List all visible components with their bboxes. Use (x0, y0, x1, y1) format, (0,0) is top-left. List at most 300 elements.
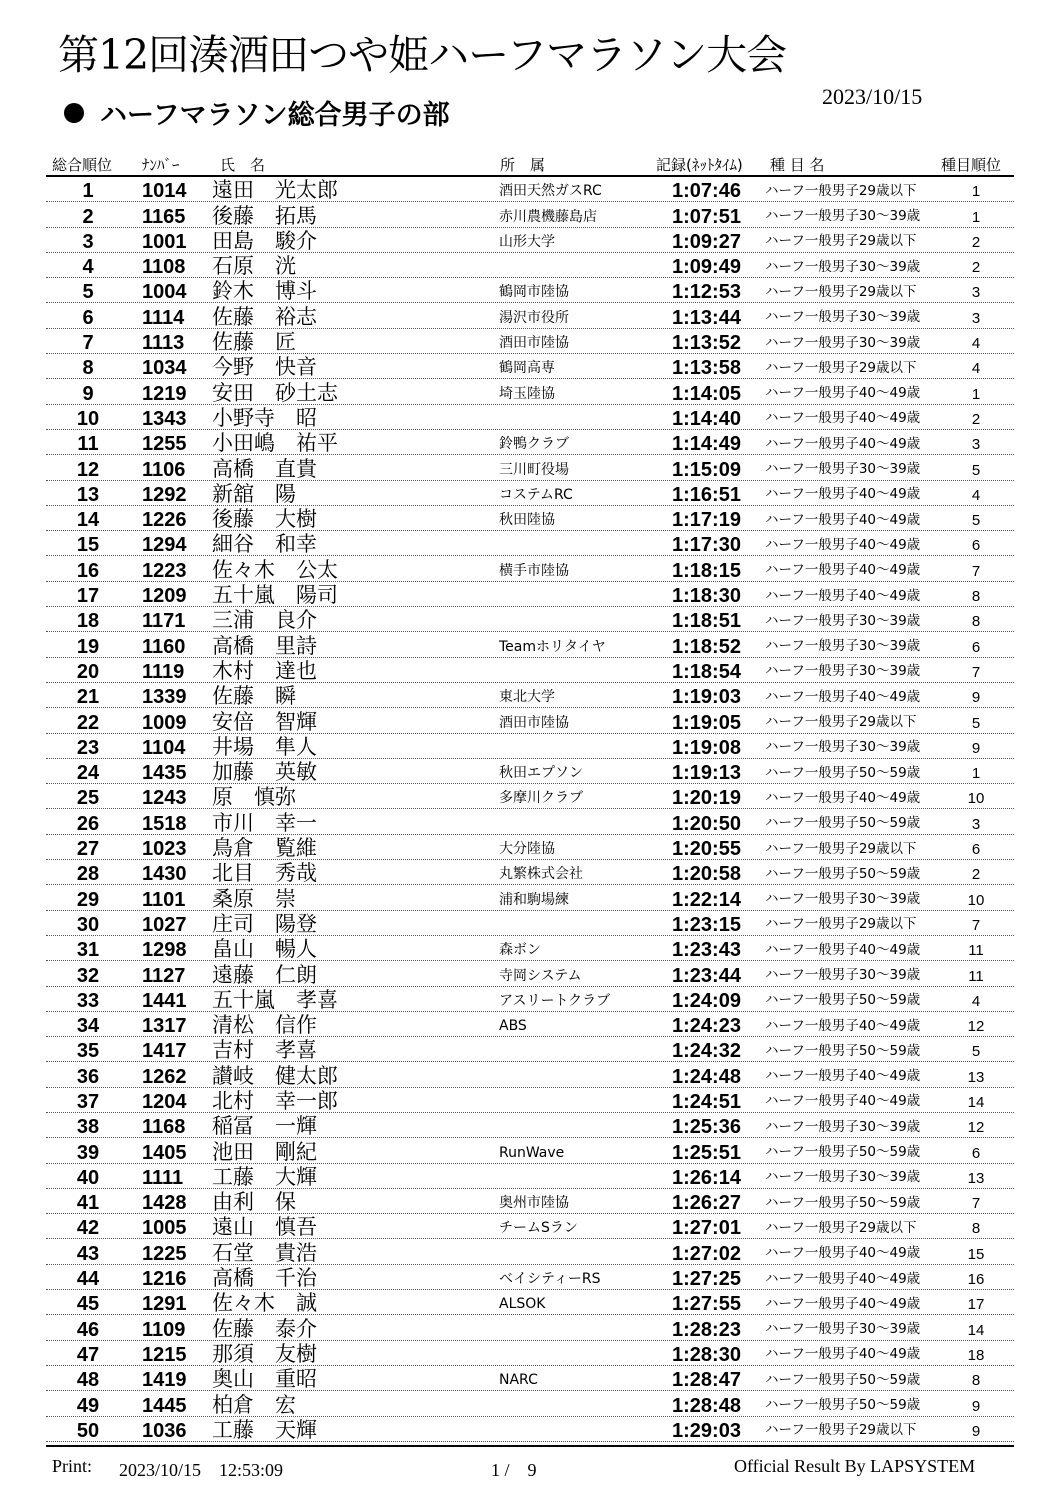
category-rank-cell: 7 (971, 562, 981, 580)
category-cell: ハーフ一般男子40～49歳 (765, 688, 921, 705)
category-rank-cell: 1 (971, 385, 981, 403)
runner-name-cell: 後藤 拓馬 (212, 203, 317, 228)
bib-number-cell: 1405 (142, 1141, 187, 1164)
rank-cell: 19 (76, 635, 100, 658)
category-cell: ハーフ一般男子30～39歳 (765, 1118, 921, 1135)
affiliation-cell: ALSOK (499, 1296, 546, 1313)
header-rank: 総合順位 (52, 156, 113, 174)
category-cell: ハーフ一般男子30～39歳 (765, 612, 921, 629)
category-rank-cell: 14 (967, 1321, 985, 1339)
affiliation-cell: RunWave (499, 1144, 565, 1161)
runner-name-cell: 加藤 英敏 (212, 760, 317, 785)
table-row (46, 303, 1014, 328)
category-cell: ハーフ一般男子40～49歳 (765, 536, 921, 553)
category-rank-cell: 7 (971, 1195, 981, 1213)
rank-cell: 11 (77, 433, 99, 456)
affiliation-cell: 三川町役場 (499, 461, 569, 478)
rank-cell: 45 (76, 1293, 100, 1316)
affiliation-cell: 奥州市陸協 (499, 1195, 569, 1212)
bib-number-cell: 1255 (142, 433, 187, 456)
category-rank-cell: 3 (971, 309, 981, 327)
header-record: 記録(ﾈｯﾄﾀｲﾑ) (656, 156, 743, 174)
net-time-cell: 1:27:55 (672, 1293, 741, 1316)
bib-number-cell: 1435 (142, 762, 187, 785)
category-rank-cell: 9 (971, 739, 981, 757)
category-cell: ハーフ一般男子40～49歳 (765, 511, 921, 528)
footer-page-number: 1 / 9 (491, 1460, 537, 1480)
runner-name-cell: 鳥倉 覧維 (212, 836, 317, 861)
runner-name-cell: 安田 砂土志 (212, 380, 338, 405)
category-cell: ハーフ一般男子50～59歳 (765, 1042, 921, 1059)
table-row (46, 1239, 1014, 1264)
runner-name-cell: 市川 幸一 (212, 810, 317, 835)
category-rank-cell: 8 (971, 588, 981, 606)
rank-cell: 21 (76, 686, 100, 709)
rank-cell: 17 (76, 585, 100, 608)
category-rank-cell: 6 (971, 537, 981, 555)
bib-number-cell: 1111 (142, 1166, 184, 1189)
category-rank-cell: 4 (971, 360, 981, 378)
category-cell: ハーフ一般男子50～59歳 (765, 1371, 921, 1388)
table-row (46, 658, 1014, 683)
affiliation-cell: 秋田陸協 (499, 512, 555, 529)
category-cell: ハーフ一般男子50～59歳 (765, 865, 921, 882)
footer-print-datetime: 2023/10/15 12:53:09 (119, 1460, 284, 1480)
net-time-cell: 1:24:48 (672, 1065, 741, 1088)
table-row (46, 329, 1014, 354)
category-rank-cell: 10 (967, 790, 985, 808)
table-row (46, 835, 1014, 860)
category-cell: ハーフ一般男子50～59歳 (765, 992, 921, 1009)
bib-number-cell: 1036 (142, 1419, 187, 1442)
net-time-cell: 1:13:44 (672, 306, 741, 329)
bib-number-cell: 1204 (142, 1090, 187, 1113)
affiliation-cell: 赤川農機藤島店 (499, 208, 597, 225)
net-time-cell: 1:14:40 (672, 407, 741, 430)
net-time-cell: 1:27:01 (672, 1217, 741, 1240)
category-cell: ハーフ一般男子30～39歳 (765, 208, 921, 225)
bib-number-cell: 1004 (142, 281, 187, 304)
category-cell: ハーフ一般男子29歳以下 (765, 233, 917, 250)
bib-number-cell: 1291 (142, 1293, 187, 1316)
runner-name-cell: 池田 剛紀 (212, 1139, 317, 1164)
category-cell: ハーフ一般男子30～39歳 (765, 309, 921, 326)
table-row (46, 1164, 1014, 1189)
category-cell: ハーフ一般男子30～39歳 (765, 638, 921, 655)
net-time-cell: 1:19:05 (672, 711, 741, 734)
bib-number-cell: 1001 (142, 230, 187, 253)
runner-name-cell: 石原 洸 (212, 254, 296, 279)
runner-name-cell: 清松 信作 (212, 1013, 317, 1038)
rank-cell: 46 (76, 1318, 100, 1341)
table-row (46, 1037, 1014, 1062)
net-time-cell: 1:09:27 (672, 230, 741, 253)
affiliation-cell: 森ボン (499, 942, 541, 959)
runner-name-cell: 三浦 良介 (212, 608, 317, 633)
runner-name-cell: 鈴木 博斗 (212, 279, 317, 304)
table-row (46, 177, 1014, 202)
bib-number-cell: 1034 (142, 357, 187, 380)
category-rank-cell: 9 (971, 689, 981, 707)
table-row (46, 1315, 1014, 1340)
bib-number-cell: 1441 (142, 989, 187, 1012)
table-row (46, 683, 1014, 708)
table-row (46, 759, 1014, 784)
table-row (46, 961, 1014, 986)
category-rank-cell: 5 (971, 461, 981, 479)
category-cell: ハーフ一般男子40～49歳 (765, 1346, 921, 1363)
category-cell: ハーフ一般男子40～49歳 (765, 385, 921, 402)
runner-name-cell: 桑原 崇 (212, 886, 296, 911)
table-row (46, 278, 1014, 303)
rank-cell: 9 (82, 382, 94, 405)
rank-cell: 31 (76, 939, 100, 962)
rank-cell: 39 (76, 1141, 100, 1164)
rank-cell: 36 (76, 1065, 100, 1088)
bib-number-cell: 1294 (142, 534, 187, 557)
category-cell: ハーフ一般男子29歳以下 (765, 283, 917, 300)
runner-name-cell: 讃岐 健太郎 (212, 1063, 338, 1088)
table-row (46, 911, 1014, 936)
net-time-cell: 1:17:19 (672, 509, 741, 532)
affiliation-cell: ABS (499, 1018, 527, 1035)
category-cell: ハーフ一般男子29歳以下 (765, 359, 917, 376)
rank-cell: 40 (76, 1166, 100, 1189)
footer-credit: Official Result By LAPSYSTEM (734, 1456, 976, 1476)
category-cell: ハーフ一般男子40～49歳 (765, 587, 921, 604)
bib-number-cell: 1113 (142, 332, 185, 355)
category-rank-cell: 1 (971, 183, 981, 201)
category-cell: ハーフ一般男子30～39歳 (765, 1169, 921, 1186)
category-cell: ハーフ一般男子30～39歳 (765, 1321, 921, 1338)
bib-number-cell: 1014 (142, 180, 187, 203)
rank-cell: 18 (76, 610, 100, 633)
table-row (46, 784, 1014, 809)
net-time-cell: 1:20:55 (672, 838, 741, 861)
section-title-text: ハーフマラソン総合男子の部 (100, 100, 450, 131)
runner-name-cell: 木村 達也 (212, 658, 317, 683)
category-rank-cell: 8 (971, 613, 981, 631)
category-cell: ハーフ一般男子29歳以下 (765, 714, 917, 731)
runner-name-cell: 井場 隼人 (212, 734, 317, 759)
table-row (46, 253, 1014, 278)
table-row (46, 1214, 1014, 1239)
net-time-cell: 1:24:09 (672, 989, 741, 1012)
category-rank-cell: 2 (971, 410, 981, 428)
category-rank-cell: 2 (971, 259, 981, 277)
bib-number-cell: 1428 (142, 1192, 187, 1215)
table-row (46, 1012, 1014, 1037)
table-row (46, 506, 1014, 531)
footer-divider (46, 1445, 1014, 1447)
table-row (46, 582, 1014, 607)
rank-cell: 23 (76, 736, 100, 759)
category-rank-cell: 1 (971, 208, 981, 226)
affiliation-cell: 東北大学 (499, 689, 555, 706)
net-time-cell: 1:19:13 (672, 762, 741, 785)
net-time-cell: 1:27:02 (672, 1242, 741, 1265)
category-cell: ハーフ一般男子40～49歳 (765, 789, 921, 806)
net-time-cell: 1:28:30 (672, 1343, 741, 1366)
runner-name-cell: 石堂 貴浩 (212, 1240, 317, 1265)
runner-name-cell: 新舘 陽 (212, 481, 296, 506)
category-cell: ハーフ一般男子40～49歳 (765, 435, 921, 452)
rank-cell: 30 (76, 913, 100, 936)
affiliation-cell: アスリートクラブ (499, 992, 611, 1009)
category-rank-cell: 13 (967, 1169, 985, 1187)
net-time-cell: 1:24:51 (672, 1090, 741, 1113)
runner-name-cell: 小野寺 昭 (212, 405, 317, 430)
category-rank-cell: 2 (971, 866, 981, 884)
runner-name-cell: 高橋 千治 (212, 1266, 317, 1291)
runner-name-cell: 佐々木 誠 (212, 1291, 317, 1316)
rank-cell: 48 (76, 1369, 100, 1392)
rank-cell: 49 (76, 1394, 100, 1417)
net-time-cell: 1:16:51 (672, 483, 741, 506)
table-row (46, 734, 1014, 759)
category-rank-cell: 18 (967, 1346, 985, 1364)
rank-cell: 35 (76, 1040, 100, 1063)
runner-name-cell: 柏倉 宏 (212, 1392, 296, 1417)
affiliation-cell: 横手市陸協 (499, 562, 569, 579)
net-time-cell: 1:27:25 (672, 1268, 741, 1291)
table-row (46, 860, 1014, 885)
bib-number-cell: 1419 (142, 1369, 187, 1392)
rank-cell: 12 (76, 458, 100, 481)
rank-cell: 20 (76, 660, 100, 683)
category-rank-cell: 11 (968, 967, 984, 985)
rank-cell: 43 (76, 1242, 100, 1265)
bib-number-cell: 1005 (142, 1217, 187, 1240)
bib-number-cell: 1171 (142, 610, 186, 633)
bib-number-cell: 1298 (142, 939, 187, 962)
category-cell: ハーフ一般男子50～59歳 (765, 1144, 921, 1161)
rank-cell: 15 (76, 534, 100, 557)
bib-number-cell: 1417 (142, 1040, 187, 1063)
affiliation-cell: 酒田天然ガスRC (499, 183, 602, 200)
category-rank-cell: 6 (971, 638, 981, 656)
net-time-cell: 1:17:30 (672, 534, 741, 557)
runner-name-cell: 由利 保 (212, 1190, 296, 1215)
bib-number-cell: 1339 (142, 686, 187, 709)
runner-name-cell: 後藤 大樹 (212, 507, 317, 532)
runner-name-cell: 小田嶋 祐平 (212, 431, 338, 456)
rank-cell: 47 (76, 1343, 100, 1366)
runner-name-cell: 庄司 陽登 (212, 911, 317, 936)
table-row (46, 1290, 1014, 1315)
runner-name-cell: 畠山 暢人 (212, 937, 317, 962)
rank-cell: 4 (82, 256, 94, 279)
category-rank-cell: 14 (967, 1093, 985, 1111)
affiliation-cell: 酒田市陸協 (499, 714, 569, 731)
runner-name-cell: 遠藤 仁朗 (212, 962, 317, 987)
table-row (46, 607, 1014, 632)
bib-number-cell: 1292 (142, 483, 187, 506)
net-time-cell: 1:18:30 (672, 585, 741, 608)
header-category-rank: 種目順位 (941, 156, 1002, 174)
net-time-cell: 1:19:03 (672, 686, 741, 709)
category-cell: ハーフ一般男子50～59歳 (765, 764, 921, 781)
results-table (46, 177, 1014, 1442)
table-row (46, 708, 1014, 733)
category-rank-cell: 2 (971, 233, 981, 251)
runner-name-cell: 原 慎弥 (212, 785, 296, 810)
bib-number-cell: 1027 (142, 913, 187, 936)
net-time-cell: 1:22:14 (672, 888, 741, 911)
table-row (46, 632, 1014, 657)
table-row (46, 987, 1014, 1012)
runner-name-cell: 稲冨 一輝 (212, 1114, 317, 1139)
runner-name-cell: 遠山 慎吾 (212, 1215, 317, 1240)
category-cell: ハーフ一般男子40～49歳 (765, 1270, 921, 1287)
category-rank-cell: 1 (971, 765, 981, 783)
bib-number-cell: 1262 (142, 1065, 187, 1088)
net-time-cell: 1:23:43 (672, 939, 741, 962)
net-time-cell: 1:14:05 (672, 382, 741, 405)
bib-number-cell: 1106 (142, 458, 186, 481)
rank-cell: 8 (82, 357, 94, 380)
rank-cell: 44 (76, 1268, 100, 1291)
category-rank-cell: 11 (968, 942, 984, 960)
rank-cell: 34 (76, 1015, 100, 1038)
affiliation-cell: NARC (499, 1372, 538, 1389)
net-time-cell: 1:18:54 (672, 660, 741, 683)
bib-number-cell: 1009 (142, 711, 187, 734)
net-time-cell: 1:20:58 (672, 863, 741, 886)
net-time-cell: 1:28:23 (672, 1318, 741, 1341)
rank-cell: 28 (76, 863, 100, 886)
net-time-cell: 1:19:08 (672, 736, 741, 759)
bib-number-cell: 1101 (142, 888, 186, 911)
net-time-cell: 1:14:49 (672, 433, 741, 456)
rank-cell: 6 (82, 306, 94, 329)
net-time-cell: 1:29:03 (672, 1419, 741, 1442)
bullet-icon (64, 103, 84, 123)
bib-number-cell: 1430 (142, 863, 187, 886)
net-time-cell: 1:12:53 (672, 281, 741, 304)
net-time-cell: 1:20:19 (672, 787, 741, 810)
runner-name-cell: 北目 秀哉 (212, 861, 317, 886)
table-row (46, 202, 1014, 227)
affiliation-cell: 湯沢市役所 (499, 309, 569, 326)
table-row (46, 1062, 1014, 1087)
rank-cell: 27 (76, 838, 100, 861)
rank-cell: 29 (76, 888, 100, 911)
net-time-cell: 1:24:23 (672, 1015, 741, 1038)
category-cell: ハーフ一般男子40～49歳 (765, 1295, 921, 1312)
bib-number-cell: 1104 (142, 736, 186, 759)
event-date: 2023/10/15 (822, 84, 923, 109)
category-rank-cell: 15 (967, 1245, 985, 1263)
affiliation-cell: 浦和駒場練 (499, 891, 569, 908)
rank-cell: 16 (76, 559, 100, 582)
affiliation-cell: 酒田市陸協 (499, 335, 569, 352)
header-affiliation: 所 属 (500, 156, 546, 174)
runner-name-cell: 北村 幸一郎 (212, 1088, 338, 1113)
category-cell: ハーフ一般男子29歳以下 (765, 182, 917, 199)
bib-number-cell: 1518 (142, 812, 187, 835)
category-rank-cell: 5 (971, 512, 981, 530)
affiliation-cell: 秋田エプソン (499, 765, 583, 782)
bib-number-cell: 1226 (142, 509, 187, 532)
header-name: 氏 名 (220, 156, 266, 174)
category-rank-cell: 8 (971, 1220, 981, 1238)
header-category: 種 目 名 (770, 156, 825, 174)
table-row (46, 1189, 1014, 1214)
table-row (46, 885, 1014, 910)
category-rank-cell: 6 (971, 1144, 981, 1162)
net-time-cell: 1:20:50 (672, 812, 741, 835)
rank-cell: 1 (82, 180, 94, 203)
category-cell: ハーフ一般男子30～39歳 (765, 967, 921, 983)
net-time-cell: 1:24:32 (672, 1040, 741, 1063)
runner-name-cell: 安倍 智輝 (212, 709, 317, 734)
category-rank-cell: 10 (967, 891, 985, 909)
bib-number-cell: 1225 (142, 1242, 187, 1265)
rank-cell: 50 (76, 1419, 100, 1442)
runner-name-cell: 佐藤 泰介 (212, 1316, 317, 1341)
table-row (46, 1366, 1014, 1391)
table-row (46, 481, 1014, 506)
rank-cell: 38 (76, 1116, 100, 1139)
affiliation-cell: 山形大学 (499, 233, 555, 250)
rank-cell: 2 (82, 205, 94, 228)
category-cell: ハーフ一般男子40～49歳 (765, 941, 921, 958)
rank-cell: 14 (76, 509, 100, 532)
header-number: ﾅﾝﾊﾞｰ (142, 156, 180, 174)
affiliation-cell: 寺岡システム (499, 967, 582, 984)
runner-name-cell: 高橋 里詩 (212, 633, 317, 658)
net-time-cell: 1:23:15 (672, 913, 741, 936)
table-row (46, 1265, 1014, 1290)
runner-name-cell: 細谷 和幸 (212, 532, 317, 557)
net-time-cell: 1:25:36 (672, 1116, 741, 1139)
table-row (46, 1138, 1014, 1163)
table-row (46, 1417, 1014, 1442)
bib-number-cell: 1165 (142, 205, 186, 228)
bib-number-cell: 1223 (142, 559, 187, 582)
runner-name-cell: 佐藤 瞬 (212, 684, 296, 709)
bib-number-cell: 1445 (142, 1394, 187, 1417)
table-row (46, 228, 1014, 253)
category-cell: ハーフ一般男子40～49歳 (765, 1017, 921, 1034)
bib-number-cell: 1109 (142, 1318, 186, 1341)
category-cell: ハーフ一般男子29歳以下 (765, 1219, 917, 1236)
category-cell: ハーフ一般男子29歳以下 (765, 1422, 917, 1439)
affiliation-cell: 鶴岡高専 (499, 360, 555, 377)
category-rank-cell: 6 (971, 841, 981, 859)
rank-cell: 7 (82, 332, 94, 355)
runner-name-cell: 遠田 光太郎 (212, 178, 338, 203)
affiliation-cell: コステムRC (499, 486, 573, 503)
net-time-cell: 1:13:58 (672, 357, 741, 380)
category-rank-cell: 12 (967, 1018, 985, 1036)
bib-number-cell: 1127 (142, 964, 186, 987)
net-time-cell: 1:18:15 (672, 559, 741, 582)
category-rank-cell: 5 (971, 714, 981, 732)
runner-name-cell: 佐藤 裕志 (212, 304, 317, 329)
category-rank-cell: 9 (971, 1422, 981, 1440)
rank-cell: 33 (76, 989, 100, 1012)
net-time-cell: 1:26:14 (672, 1166, 741, 1189)
bib-number-cell: 1317 (142, 1015, 187, 1038)
category-cell: ハーフ一般男子40～49歳 (765, 1093, 921, 1110)
net-time-cell: 1:15:09 (672, 458, 741, 481)
category-cell: ハーフ一般男子29歳以下 (765, 840, 917, 857)
rank-cell: 41 (76, 1192, 100, 1215)
runner-name-cell: 吉村 孝喜 (212, 1038, 317, 1063)
affiliation-cell: Teamホリタイヤ (499, 638, 606, 655)
